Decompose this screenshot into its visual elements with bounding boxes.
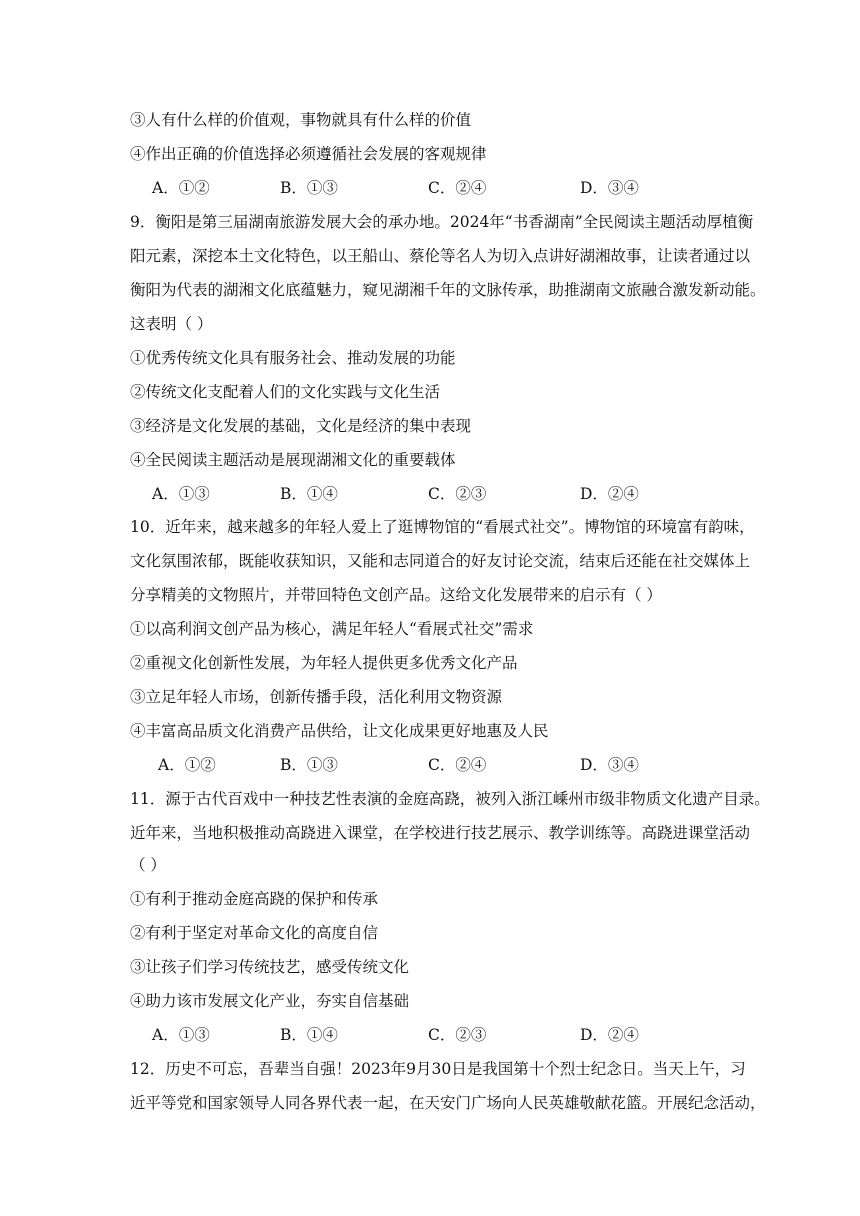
choice-d: D．②④ [580, 485, 639, 503]
choice-c: C．②③ [428, 1026, 487, 1044]
question-9-stem: 阳元素，深挖本土文化特色，以王船山、蔡伦等名人为切入点讲好湖湘故事，让读者通过以 [130, 247, 751, 265]
option-statement: ④全民阅读主题活动是展现湖湘文化的重要载体 [130, 451, 456, 469]
option-statement: ③人有什么样的价值观，事物就具有什么样的价值 [130, 111, 472, 129]
choice-c: C．②④ [428, 756, 487, 774]
option-statement: ②传统文化支配着人们的文化实践与文化生活 [130, 383, 441, 401]
option-statement: ①有利于推动金庭高跷的保护和传承 [130, 890, 379, 908]
choice-b: B．①③ [280, 756, 338, 774]
choice-d: D．③④ [580, 756, 639, 774]
question-9-stem: 这表明（ ） [130, 315, 213, 333]
question-12-stem: 12．历史不可忘，吾辈当自强！2023年9月30日是我国第十个烈士纪念日。当天上午，习 [130, 1060, 746, 1078]
option-statement: ③让孩子们学习传统技艺，感受传统文化 [130, 958, 410, 976]
choice-d: D．③④ [580, 179, 639, 197]
choice-a: A．①③ [152, 485, 210, 503]
choice-a: A．①② [158, 756, 216, 774]
choice-a: A．①③ [152, 1026, 210, 1044]
answer-choices-q11 [130, 1024, 735, 1046]
option-statement: ④助力该市发展文化产业，夯实自信基础 [130, 992, 410, 1010]
option-statement: ②重视文化创新性发展，为年轻人提供更多优秀文化产品 [130, 654, 518, 672]
choice-b: B．①③ [280, 179, 338, 197]
option-statement: ④作出正确的价值选择必须遵循社会发展的客观规律 [130, 145, 487, 163]
option-statement: ③立足年轻人市场，创新传播手段，活化利用文物资源 [130, 688, 503, 706]
question-12-stem: 近平等党和国家领导人同各界代表一起，在天安门广场向人民英雄敬献花篮。开展纪念活动， [130, 1094, 766, 1112]
option-statement: ④丰富高品质文化消费产品供给，让文化成果更好地惠及人民 [130, 722, 549, 740]
answer-choices-q9 [130, 483, 735, 505]
choice-b: B．①④ [280, 1026, 338, 1044]
option-statement: ①以高利润文创产品为核心，满足年轻人“看展式社交”需求 [130, 620, 534, 638]
question-10-stem: 分享精美的文物照片，并带回特色文创产品。这给文化发展带来的启示有（ ） [130, 586, 662, 604]
question-10-stem: 10．近年来，越来越多的年轻人爱上了逛博物馆的“看展式社交”。博物馆的环境富有韵味， [130, 518, 755, 536]
choice-b: B．①④ [280, 485, 338, 503]
choice-a: A．①② [152, 179, 210, 197]
choice-d: D．②④ [580, 1026, 639, 1044]
option-statement: ③经济是文化发展的基础，文化是经济的集中表现 [130, 417, 472, 435]
choice-c: C．②③ [428, 485, 487, 503]
option-statement: ①优秀传统文化具有服务社会、推动发展的功能 [130, 349, 456, 367]
question-10-stem: 文化氛围浓郁，既能收获知识，又能和志同道合的好友讨论交流，结束后还能在社交媒体上 [130, 552, 751, 570]
option-statement: ②有利于坚定对革命文化的高度自信 [130, 924, 379, 942]
question-11-stem: 近年来，当地积极推动高跷进入课堂，在学校进行技艺展示、教学训练等。高跷进课堂活动 [130, 824, 751, 842]
question-11-stem: （ ） [130, 856, 166, 874]
answer-choices-q8 [130, 177, 735, 199]
question-11-stem: 11．源于古代百戏中一种技艺性表演的金庭高跷，被列入浙江嵊州市级非物质文化遗产目录。 [130, 790, 770, 808]
answer-choices-q10 [130, 754, 735, 776]
question-9-stem: 9．衡阳是第三届湖南旅游发展大会的承办地。2024年“书香湖南”全民阅读主题活动厚植衡 [130, 213, 754, 231]
choice-c: C．②④ [428, 179, 487, 197]
question-9-stem: 衡阳为代表的湖湘文化底蕴魅力，窥见湖湘千年的文脉传承，助推湖南文旅融合激发新动能。 [130, 281, 766, 299]
